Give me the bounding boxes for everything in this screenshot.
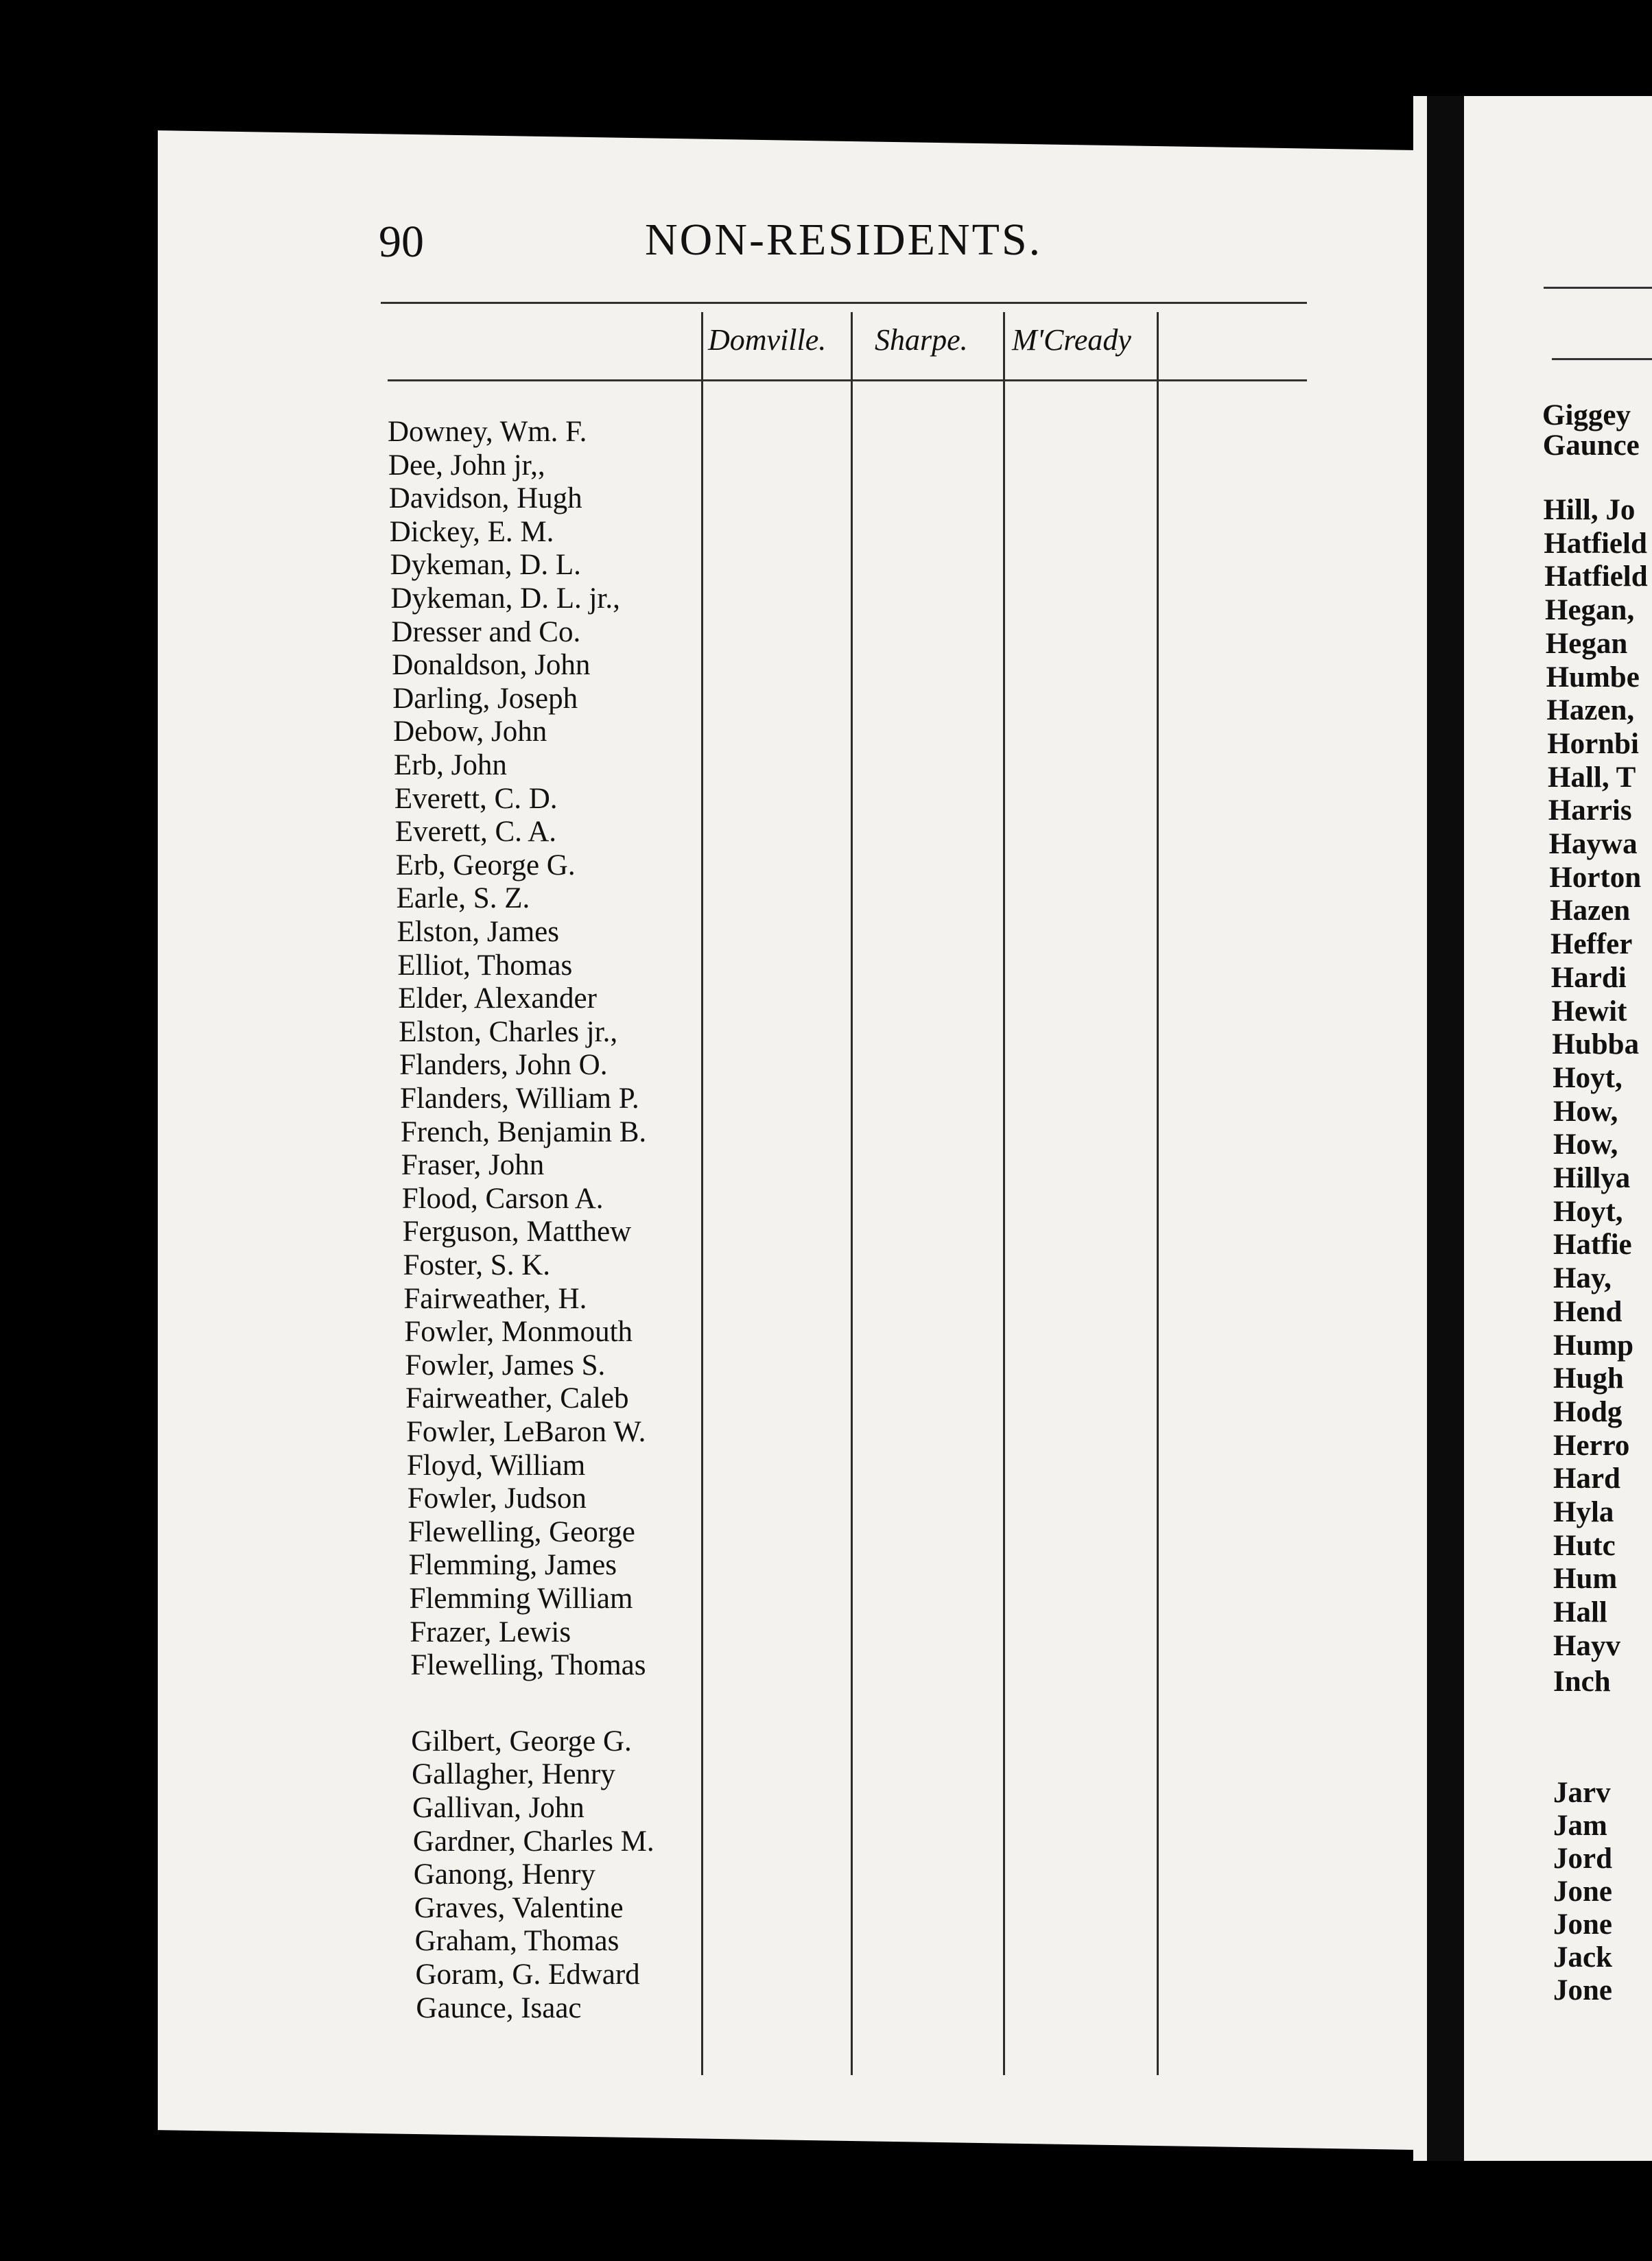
left-page [158,130,1454,2151]
name-entry: Graves, Valentine [414,1891,624,1924]
name-entry: Floyd, William [406,1449,586,1482]
right-page-name-entry: Hegan [1545,627,1628,660]
right-page-name-entry: Hatfield [1544,560,1648,593]
column-header-sharpe: Sharpe. [875,323,968,357]
name-entry: Downey, Wm. F. [388,416,587,448]
column-header-rule [388,379,1307,381]
right-page-name-entry: Hay, [1553,1262,1612,1295]
name-entry: Fowler, James S. [405,1349,606,1382]
name-entry: Foster, S. K. [403,1249,550,1281]
right-page-name-entry: Hump [1553,1329,1634,1362]
column-divider [851,312,853,2075]
right-page-name-entry: Hazen [1550,895,1631,927]
right-page-name-entry: Herro [1553,1429,1630,1462]
book-gutter [1427,96,1464,2161]
column-divider [1003,312,1005,2075]
right-page-name-entry: Inch [1553,1666,1611,1698]
right-page-name-entry: Hall [1553,1596,1607,1629]
name-entry: Fowler, Judson [407,1482,587,1515]
right-page-name-entry: Hill, Jo [1543,494,1636,526]
right-page-name-entry: Hard [1553,1463,1620,1495]
name-entry: Flemming William [409,1583,633,1615]
right-page-name-entry: Jam [1553,1810,1607,1842]
name-entry: Dresser and Co. [391,615,581,648]
right-page-name-entry: Hatfield [1544,527,1647,560]
name-entry: Dee, John jr,, [388,449,545,482]
name-entry: Everett, C. A. [394,816,557,849]
page-number: 90 [379,217,424,267]
right-page-name-entry: Hodg [1553,1395,1622,1428]
name-entry: Fairweather, H. [403,1282,587,1315]
right-page-name-entry: Jack [1553,1941,1612,1974]
column-divider [701,312,703,2075]
right-page-name-entry: Giggey [1542,399,1631,431]
right-page-name-entry: Hoyt, [1553,1195,1623,1228]
name-entry: Flanders, John O. [399,1049,608,1082]
name-entry: Ferguson, Matthew [402,1216,632,1248]
right-page-name-entry: Hillya [1553,1162,1631,1194]
name-entry: French, Benjamin B. [400,1115,647,1148]
right-header-rule [1544,287,1652,289]
name-entry: Dykeman, D. L. jr., [390,582,620,615]
name-entry: Elliot, Thomas [397,949,573,982]
name-entry: Graham, Thomas [414,1925,620,1958]
right-page-name-entry: Hum [1553,1563,1618,1596]
name-entry: Flood, Carson A. [401,1182,604,1215]
name-entry: Erb, George G. [395,849,576,881]
right-column-rule [1552,358,1652,360]
right-page-name-entry: Hatfie [1553,1229,1632,1262]
right-page-name-entry: Hazen, [1546,694,1635,727]
right-page-name-entry: Hugh [1553,1362,1624,1395]
page-title: NON-RESIDENTS. [645,215,1043,265]
name-entry: Fraser, John [401,1149,545,1182]
right-page-name-entry: Haywa [1548,828,1638,860]
name-entry: Donaldson, John [392,649,591,682]
name-entry: Fowler, Monmouth [404,1316,633,1349]
right-page-name-entry: Humbe [1546,661,1640,694]
right-page-name-entry: Hyla [1553,1496,1614,1528]
name-entry: Fairweather, Caleb [405,1382,629,1415]
right-page-name-entry: Jone [1553,1908,1612,1941]
column-header-mcready: M'Cready [1012,323,1131,357]
right-page-name-entry: Hayv [1553,1629,1620,1662]
name-entry: Davidson, Hugh [388,482,582,515]
name-entry: Elston, James [397,916,559,948]
name-entry: Erb, John [394,749,507,781]
right-page-name-entry: Hardi [1550,961,1627,994]
right-page-name-entry: Heffer [1550,928,1633,961]
name-entry: Ganong, Henry [413,1858,595,1891]
name-entry: Flewelling, George [408,1515,635,1548]
column-divider [1157,312,1159,2075]
name-entry: Gilbert, George G. [411,1725,632,1757]
name-entry: Dickey, E. M. [389,515,554,548]
name-entry: Elder, Alexander [398,982,597,1015]
right-page-name-entry: Hubba [1552,1028,1640,1061]
right-page-name-entry: How, [1553,1095,1618,1128]
name-entry: Everett, C. D. [394,782,558,815]
right-page-name-entry: Horton [1549,861,1642,894]
right-page-name-entry: Hoyt, [1553,1061,1622,1094]
right-page-name-entry: How, [1553,1128,1618,1161]
name-entry: Flewelling, Thomas [410,1649,646,1682]
name-entry: Debow, John [393,715,547,748]
header-rule [381,302,1307,304]
right-page-name-entry: Hegan, [1545,594,1635,627]
name-entry: Gallagher, Henry [412,1758,615,1791]
name-entry: Gaunce, Isaac [416,1991,582,2024]
name-entry: Flanders, William P. [400,1082,639,1115]
right-page-name-entry: Jarv [1553,1777,1611,1809]
right-page-name-entry: Jord [1553,1843,1612,1875]
right-page-name-entry: Harris [1548,794,1632,827]
right-page-name-entry: Hewit [1551,995,1627,1028]
name-entry: Fowler, LeBaron W. [406,1416,646,1448]
right-page-name-entry: Jone [1553,1974,1612,2007]
name-entry: Gardner, Charles M. [412,1825,654,1858]
name-entry: Elston, Charles jr., [399,1015,618,1048]
right-page-name-entry: Hall, T [1548,761,1636,794]
name-entry: Frazer, Lewis [410,1615,571,1648]
right-page-name-entry: Hornbi [1547,727,1639,760]
right-page-name-entry: Jone [1553,1875,1612,1908]
name-entry: Earle, S. Z. [396,882,530,915]
right-page-name-entry: Hutc [1553,1529,1616,1562]
name-entry: Gallivan, John [412,1792,585,1824]
name-entry: Flemming, James [408,1549,617,1582]
column-header-domville: Domville. [708,323,827,357]
name-entry: Dykeman, D. L. [390,549,581,582]
name-entry: Goram, G. Edward [415,1958,640,1991]
right-page-name-entry: Hend [1553,1295,1622,1328]
right-page-name-entry: Gaunce [1542,429,1640,462]
name-entry: Darling, Joseph [392,682,578,715]
